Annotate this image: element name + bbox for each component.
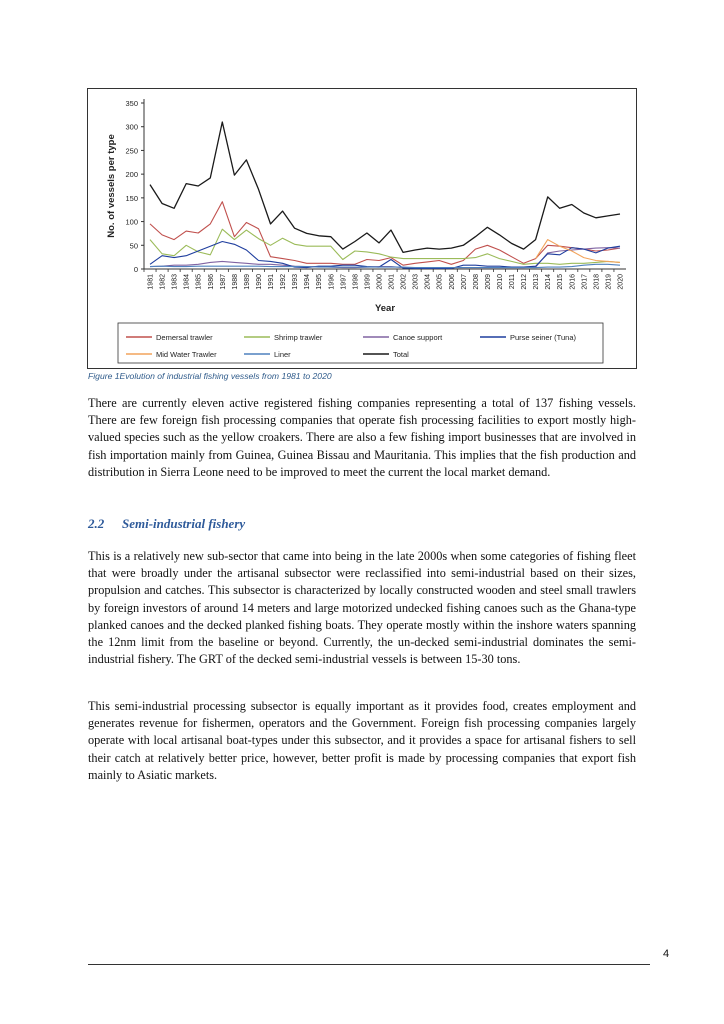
x-tick-label: 2018	[593, 274, 601, 290]
x-tick-label: 2001	[388, 274, 396, 290]
line-chart	[88, 89, 638, 370]
y-tick-label: 100	[125, 217, 138, 227]
paragraph-processing-subsector: This semi-industrial processing subsector is equally important as it provides food, creates employment and generates revenue for fishermen, operators and the Government. Foreign fish processing companies largely operate with local artisanal boat-types under this subsector, and it provides a space for artisanal fishers to sell their catch at relatively better price, however, better profit is made by processing companies that export fish mainly to Asiatic markets.	[88, 699, 636, 782]
section-number: 2.2	[88, 516, 105, 531]
x-tick-label: 2003	[412, 274, 420, 290]
series-line-liner	[150, 264, 620, 267]
x-tick-label: 2017	[581, 274, 589, 290]
x-tick-label: 1992	[280, 274, 288, 290]
x-tick-label: 2016	[569, 274, 577, 290]
y-tick-label: 300	[125, 122, 138, 132]
x-tick-label: 1999	[364, 274, 372, 290]
x-tick-label: 1986	[207, 274, 215, 290]
page-number: 4	[663, 948, 670, 960]
paragraph-semi-industrial-description: This is a relatively new sub-sector that came into being in the late 2000s when some categories of fishing fleet that were broadly under the artisanal subsector were reclassified into semi-industrial based on their sizes, propulsion and catches. This subsector is characterized by locally constructed wooden and steel small trawlers by foreign investors of around 14 meters and large motorized undecked fishing canoes such as the Ghana-type planked canoes and the decked planked fishing boats. They operate mostly within the inshore waters spanning the 12nm limit from the baseline or beyond. Currently, the un-decked semi-industrial dominates the semi-industrial fishery. The GRT of the decked semi-industrial vessels is between 15-30 tons.	[88, 549, 636, 667]
x-tick-label: 1993	[292, 274, 300, 290]
x-tick-label: 1996	[328, 274, 336, 290]
x-tick-label: 1981	[147, 274, 155, 290]
x-axis-title: Year	[374, 303, 396, 314]
x-tick-label: 2005	[436, 274, 444, 290]
x-tick-label: 2007	[460, 274, 468, 290]
x-tick-label: 1997	[340, 274, 348, 290]
legend-label: Canoe support	[393, 333, 443, 342]
x-tick-label: 1988	[231, 274, 239, 290]
legend-label: Total	[393, 350, 409, 359]
x-tick-label: 1987	[219, 274, 227, 290]
legend-label: Demersal trawler	[156, 333, 213, 342]
x-tick-label: 1991	[268, 274, 276, 290]
x-tick-label: 2000	[376, 274, 384, 290]
x-tick-label: 2004	[424, 274, 432, 290]
footer-divider	[88, 964, 650, 965]
x-tick-label: 2019	[605, 274, 613, 290]
series-line-canoe-support	[150, 248, 620, 268]
legend-label: Liner	[274, 350, 291, 359]
x-tick-label: 2013	[533, 274, 541, 290]
x-tick-label: 1989	[243, 274, 251, 290]
x-tick-label: 2015	[557, 274, 565, 290]
x-tick-label: 2010	[496, 274, 504, 290]
x-tick-label: 1998	[352, 274, 360, 290]
x-tick-label: 2009	[484, 274, 492, 290]
x-tick-label: 2014	[545, 274, 553, 290]
y-tick-label: 200	[125, 170, 138, 180]
x-tick-label: 1984	[183, 274, 191, 290]
y-tick-label: 50	[129, 241, 138, 251]
y-tick-label: 250	[125, 146, 138, 156]
x-tick-label: 2006	[448, 274, 456, 290]
x-tick-label: 2011	[509, 274, 517, 290]
x-tick-label: 2020	[617, 274, 625, 290]
y-axis-title: No. of vessels per type	[106, 134, 117, 238]
paragraph-fishing-companies: There are currently eleven active registered fishing companies representing a total of 137 fishing vessels. There are few foreign fish processing companies that operate fish processing facilities to export mostly high-valued species such as the yellow croakers. There are also a few fishing import businesses that are involved in fish importation mainly from Guinea, Guinea Bissau and Mauritania. This implies that the fish production and distribution in Sierra Leone need to be improved to meet the current the local market demand.	[88, 396, 636, 479]
x-tick-label: 1982	[159, 274, 167, 290]
legend-label: Shrimp trawler	[274, 333, 323, 342]
legend-label: Mid Water Trawler	[156, 350, 217, 359]
figure-chart	[87, 88, 637, 369]
x-tick-label: 1990	[255, 274, 263, 290]
x-tick-label: 1985	[195, 274, 203, 290]
x-tick-label: 2008	[472, 274, 480, 290]
x-tick-label: 2012	[521, 274, 529, 290]
y-tick-label: 0	[133, 265, 138, 274]
x-tick-label: 1983	[171, 274, 179, 290]
y-tick-label: 150	[125, 193, 138, 203]
x-tick-label: 1995	[316, 274, 324, 290]
figure-caption: Figure 1Evolution of industrial fishing vessels from 1981 to 2020	[88, 371, 332, 381]
x-tick-label: 2002	[400, 274, 408, 290]
legend-label: Purse seiner (Tuna)	[510, 333, 576, 342]
section-heading	[88, 516, 245, 532]
section-title: Semi-industrial fishery	[122, 516, 246, 531]
x-tick-label: 1994	[304, 274, 312, 290]
y-tick-label: 350	[125, 99, 138, 108]
series-line-mid-water-trawler	[536, 240, 620, 263]
